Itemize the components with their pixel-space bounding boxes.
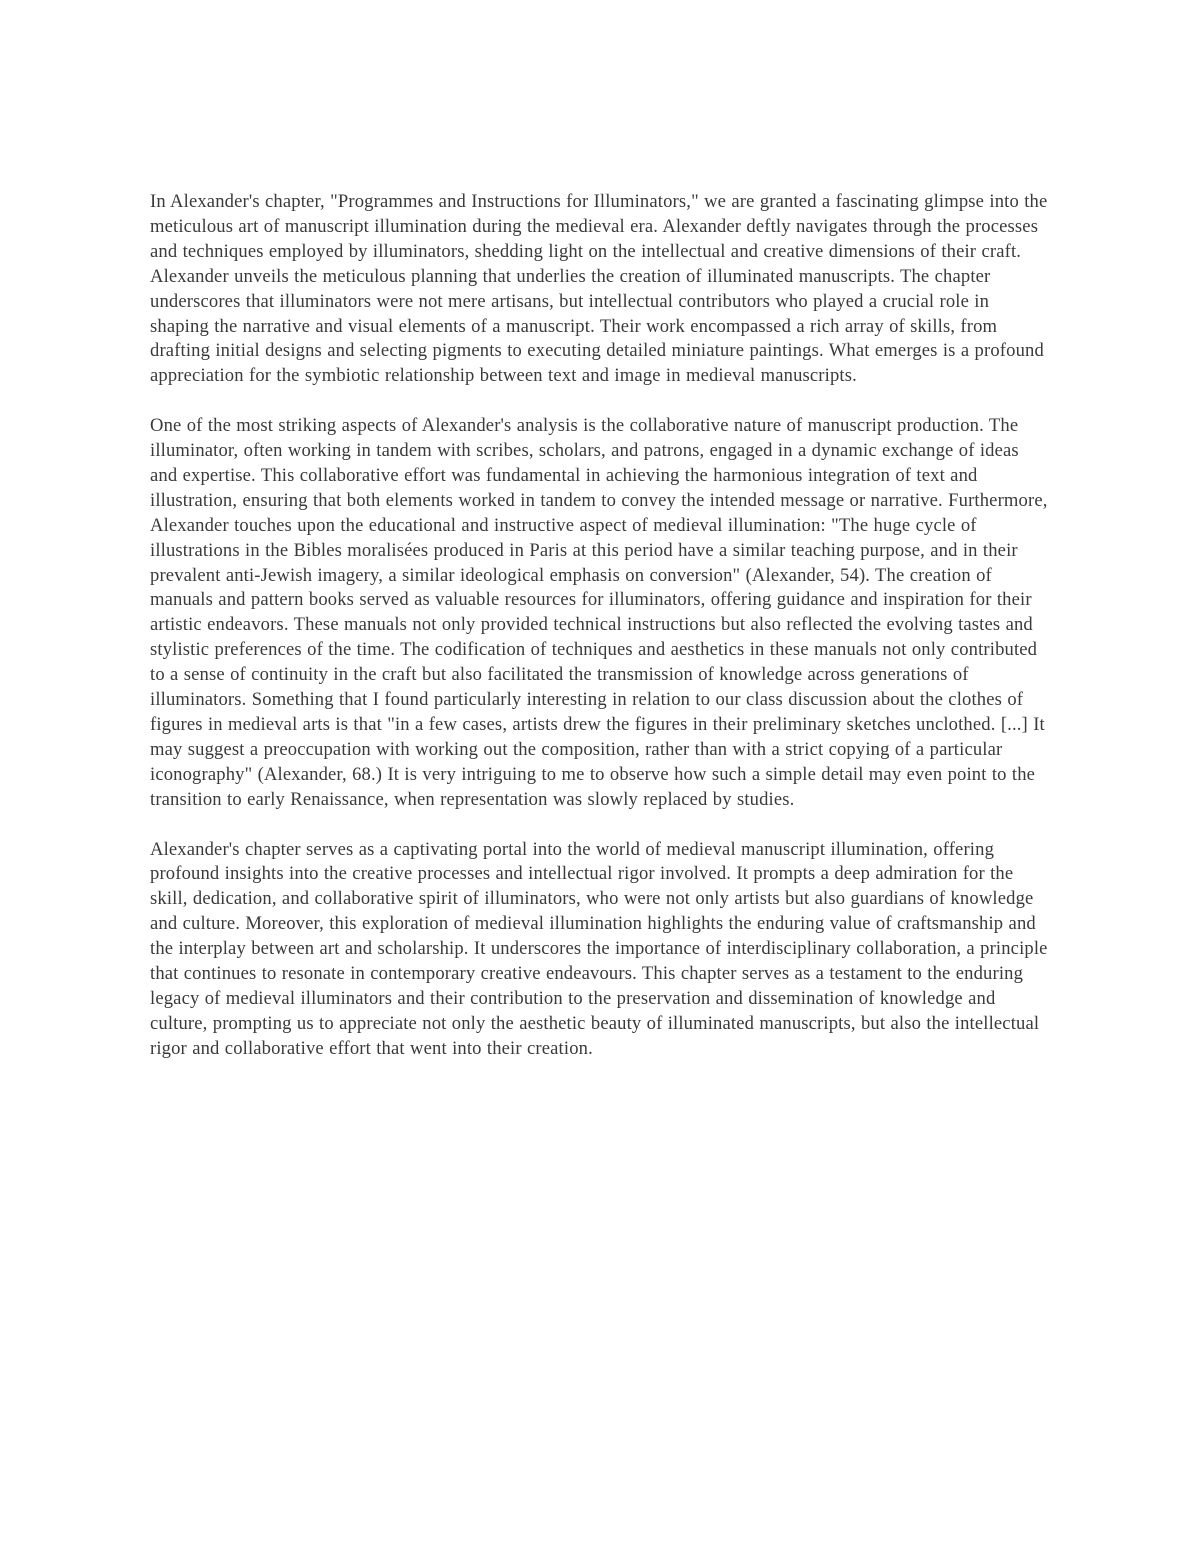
paragraph-3: Alexander's chapter serves as a captivating portal into the world of medieval manuscript illumination, offering profound insights into the creative processes and intellectual rigor involved. It prompts a deep admiration for the skill, dedication, and collaborative spirit of illuminators, who were not only artists but also guardians of knowledge and culture. Moreover, this exploration of medieval illumination highlights the enduring value of craftsmanship and the interplay between art and scholarship. It underscores the importance of interdisciplinary collaboration, a principle that continues to resonate in contemporary creative endeavours. This chapter serves as a testament to the enduring legacy of medieval illuminators and their contribution to the preservation and dissemination of knowledge and culture, prompting us to appreciate not only the aesthetic beauty of illuminated manuscripts, but also the intellectual rigor and collaborative effort that went into their creation.: [150, 838, 1048, 1059]
paragraph-2: One of the most striking aspects of Alexander's analysis is the collaborative nature of manuscript production. The illuminator, often working in tandem with scribes, scholars, and patrons, engaged in a dynamic exchange of ideas and expertise. This collaborative effort was fundamental in achieving the harmonious integration of text and illustration, ensuring that both elements worked in tandem to convey the intended message or narrative. Furthermore, Alexander touches upon the educational and instructive aspect of medieval illumination: "The huge cycle of illustrations in the Bibles moralisées produced in Paris at this period have a similar teaching purpose, and in their prevalent anti-Jewish imagery, a similar ideological emphasis on conversion" (Alexander, 54). The creation of manuals and pattern books served as valuable resources for illuminators, offering guidance and inspiration for their artistic endeavors. These manuals not only provided technical instructions but also reflected the evolving tastes and stylistic preferences of the time. The codification of techniques and aesthetics in these manuals not only contributed to a sense of continuity in the craft but also facilitated the transmission of knowledge across generations of illuminators. Something that I found particularly interesting in relation to our class discussion about the clothes of figures in medieval arts is that "in a few cases, artists drew the figures in their preliminary sketches unclothed. [...] It may suggest a preoccupation with working out the composition, rather than with a strict copying of a particular iconography" (Alexander, 68.) It is very intriguing to me to observe how such a simple detail may even point to the transition to early Renaissance, when representation was slowly replaced by studies.: [150, 415, 1048, 810]
paragraph-1: In Alexander's chapter, "Programmes and Instructions for Illuminators," we are granted a fascinating glimpse into the meticulous art of manuscript illumination during the medieval era. Alexander deftly navigates through the processes and techniques employed by illuminators, shedding light on the intellectual and creative dimensions of their craft. Alexander unveils the meticulous planning that underlies the creation of illuminated manuscripts. The chapter underscores that illuminators were not mere artisans, but intellectual contributors who played a crucial role in shaping the narrative and visual elements of a manuscript. Their work encompassed a rich array of skills, from drafting initial designs and selecting pigments to executing detailed miniature paintings. What emerges is a profound appreciation for the symbiotic relationship between text and image in medieval manuscripts.: [150, 191, 1048, 387]
document-body: [150, 190, 1050, 1087]
